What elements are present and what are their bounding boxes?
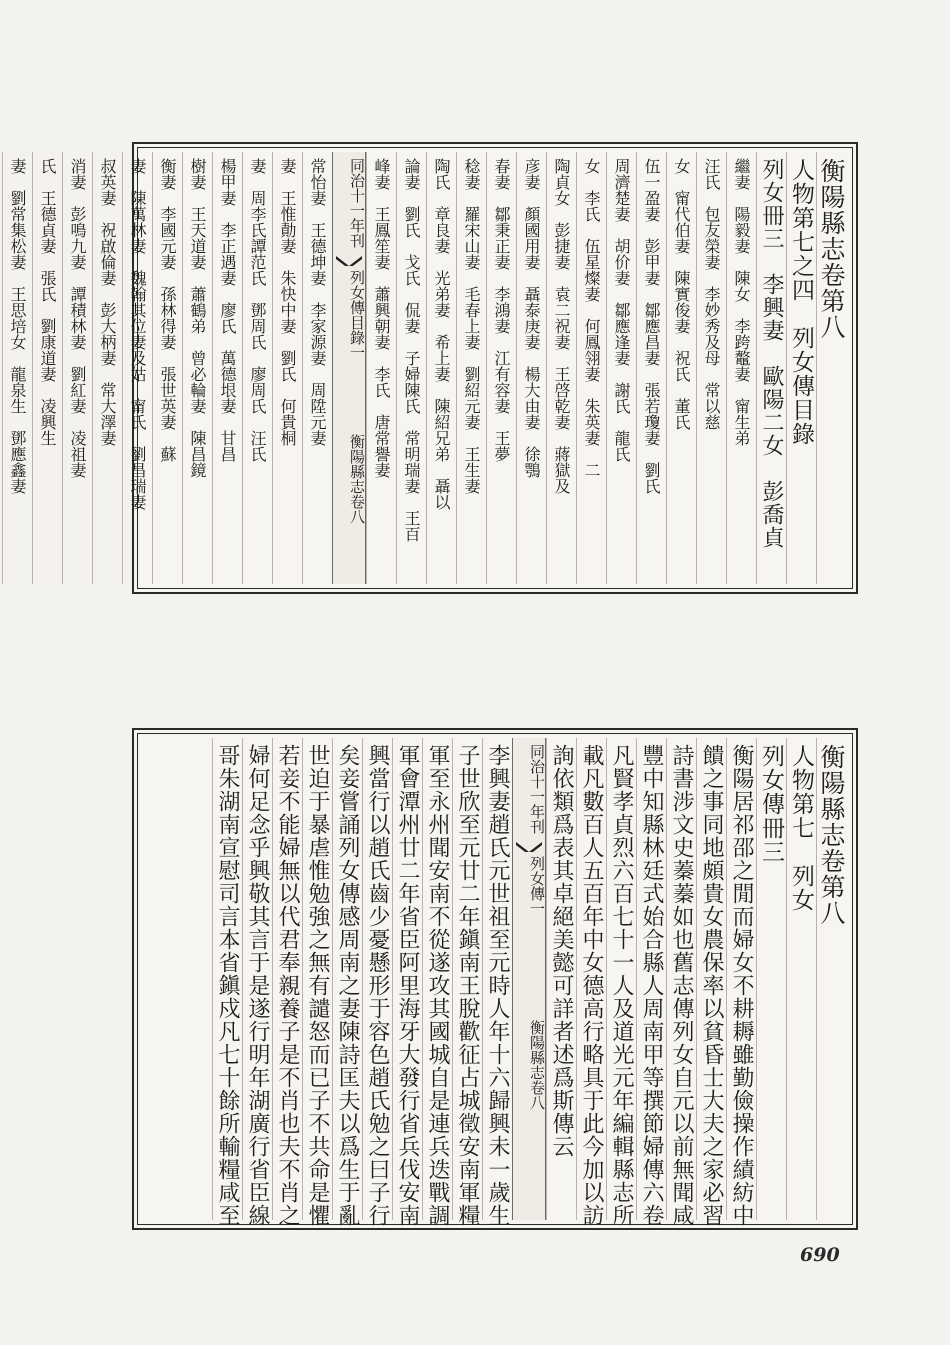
text-column: 陶貞女 彭捷妻 袁二祝妻 王啓乾妻 蔣獄及 [546,152,576,584]
fold-section-text: 列女傳目錄一 [348,270,366,360]
text-column: 叔英妻 祝啟倫妻 彭大柄妻 常大澤妻 [92,152,122,584]
top-page [8,142,858,594]
text-column: 妻 劉常集松妻 王思培女 龍泉生 鄧應鑫妻 [2,152,32,584]
text-column: 衡妻 李國元妻 孫林得妻 張世英妻 蘇 [152,152,182,584]
text-column: 妻 陳萬林妻 魏翰其位妻及姑 甯氏 劉昌瑞妻 [122,152,152,584]
text-column: 消妻 彭鳴九妻 譚積林妻 劉紅妻 凌祖妻 [62,152,92,584]
page-number: 690 [800,1244,840,1266]
text-column: 伍一盈妻 彭甲妻 鄒應昌妻 張若瓊妻 劉氏 [636,152,666,584]
text-column: 女 甯代伯妻 陳實俊妻 祝氏 董氏 [666,152,696,584]
text-column: 載凡數百人五百年中女德高行略具于此今加以訪 [576,738,606,1220]
fold-column [332,152,366,584]
text-column: 楊甲妻 李正遇妻 廖氏 萬德垠妻 甘昌 [212,152,242,584]
text-column: 稔妻 羅宋山妻 毛春上妻 劉紹元妻 王生妻 [456,152,486,584]
text-column: 論妻 劉氏 戈氏 侃妻 子婦陳氏 常明瑞妻 王百 [396,152,426,584]
bottom-page [132,728,858,1230]
fish-tail-mark [516,842,542,852]
text-column: 興當行以趙氏齒少憂懸形于容色趙氏勉之曰子行 [362,738,392,1220]
text-column: 列女冊三 李興妻 歐陽二女 彭喬貞 [756,152,786,584]
text-column: 若妾不能婦無以代君奉親養子是不肖也夫不肖之 [272,738,302,1220]
text-column: 子世欣至元廿二年鎭南王脫歡征占城徵安南軍糧 [452,738,482,1220]
section-heading: 列女傳冊三 [756,738,786,1220]
text-column: 凡賢孝貞烈六百七十一人及道光元年編輯縣志所 [606,738,636,1220]
text-column: 衡陽居祁邵之閒而婦女不耕耨雖勤儉操作績紡中 [726,738,756,1220]
text-column: 世迫于暴虐惟勉強之無有譴怒而已子不共命是懼 [302,738,332,1220]
fish-tail-mark [336,256,362,266]
text-column: 常怡妻 王德坤妻 李家源妻 周陞元妻 [302,152,332,584]
text-column: 峰妻 王鳳笙妻 蕭興朝妻 李氏 唐常譽妻 [366,152,396,584]
text-column: 妻 周李氏譚范氏 鄧周氏 廖周氏 汪氏 [242,152,272,584]
text-column: 繼妻 陽毅妻 陳女 李跨鼇妻 甯生弟 [726,152,756,584]
text-column: 婦何足念乎興敬其言于是遂行明年湖廣行省臣線 [242,738,272,1220]
text-column: 詩書涉文史蓁蓁如也舊志傳列女自元以前無聞咸 [666,738,696,1220]
fold-edition-text: 同治十一年刊 [528,744,546,834]
bottom-page-columns [212,738,846,1227]
text-column: 陶氏 章良妻 光弟妻 希上妻 陳紹兄弟 聶以 [426,152,456,584]
text-column: 樹妻 王天道妻 蕭鶴弟 曾必輪妻 陳昌鏡 [182,152,212,584]
text-column: 李興妻趙氏元世祖至元時人年十六歸興未一歲生 [482,738,512,1220]
text-column: 饋之事同地頗貴女農保率以貧昏士大夫之家必習 [696,738,726,1220]
top-page-columns [0,152,846,584]
text-column: 矣妾嘗誦列女傳感周南之妻陳詩匡夫以爲生于亂 [332,738,362,1220]
text-column: 哥朱湖南宣慰司言本省鎭戍凡七十餘所輸糧咸至 [212,738,242,1220]
text-column: 汪氏 包友榮妻 李妙秀及母 常以慈 [696,152,726,584]
text-column: 詢依類爲表其卓絕美懿可詳者述爲斯傳云 [546,738,576,1220]
text-column: 女 李氏 伍星燦妻 何鳳翎妻 朱英妻 二 [576,152,606,584]
text-column: 軍會潭州廿二年省臣阿里海牙大發行省兵伐安南 [392,738,422,1220]
text-column: 彦妻 顏國用妻 聶泰庚妻 楊大由妻 徐鶚 [516,152,546,584]
text-column: 妻 王惟勣妻 朱快中妻 劉氏 何貴桐 [272,152,302,584]
fold-section-text: 列女傳一 [528,856,546,916]
section-heading: 人物第七 列女 [786,738,816,1220]
text-column: 豐中知縣林廷式始合縣人周南甲等撰節婦傳六卷 [636,738,666,1220]
fold-column [512,738,546,1220]
fold-volume-text: 衡陽縣志卷八 [348,434,366,524]
section-heading: 人物第七之四 列女傳目錄 [786,152,816,584]
page-title: 衡陽縣志卷第八 [816,738,846,1220]
text-column: 周濟楚妻 胡价妻 鄒應逢妻 謝氏 龍氏 [606,152,636,584]
text-column: 春妻 鄒秉正妻 李鴻妻 江有容妻 王夢 [486,152,516,584]
fold-volume-text: 衡陽縣志卷八 [528,1020,546,1110]
page-title: 衡陽縣志卷第八 [816,152,846,584]
fold-edition-text: 同治十一年刊 [348,158,366,248]
text-column: 氏 王德貞妻 張氏 劉康道妻 凌興生 [32,152,62,584]
text-column: 軍至永州聞安南不從遂攻其國城自是連兵迭戰調 [422,738,452,1220]
